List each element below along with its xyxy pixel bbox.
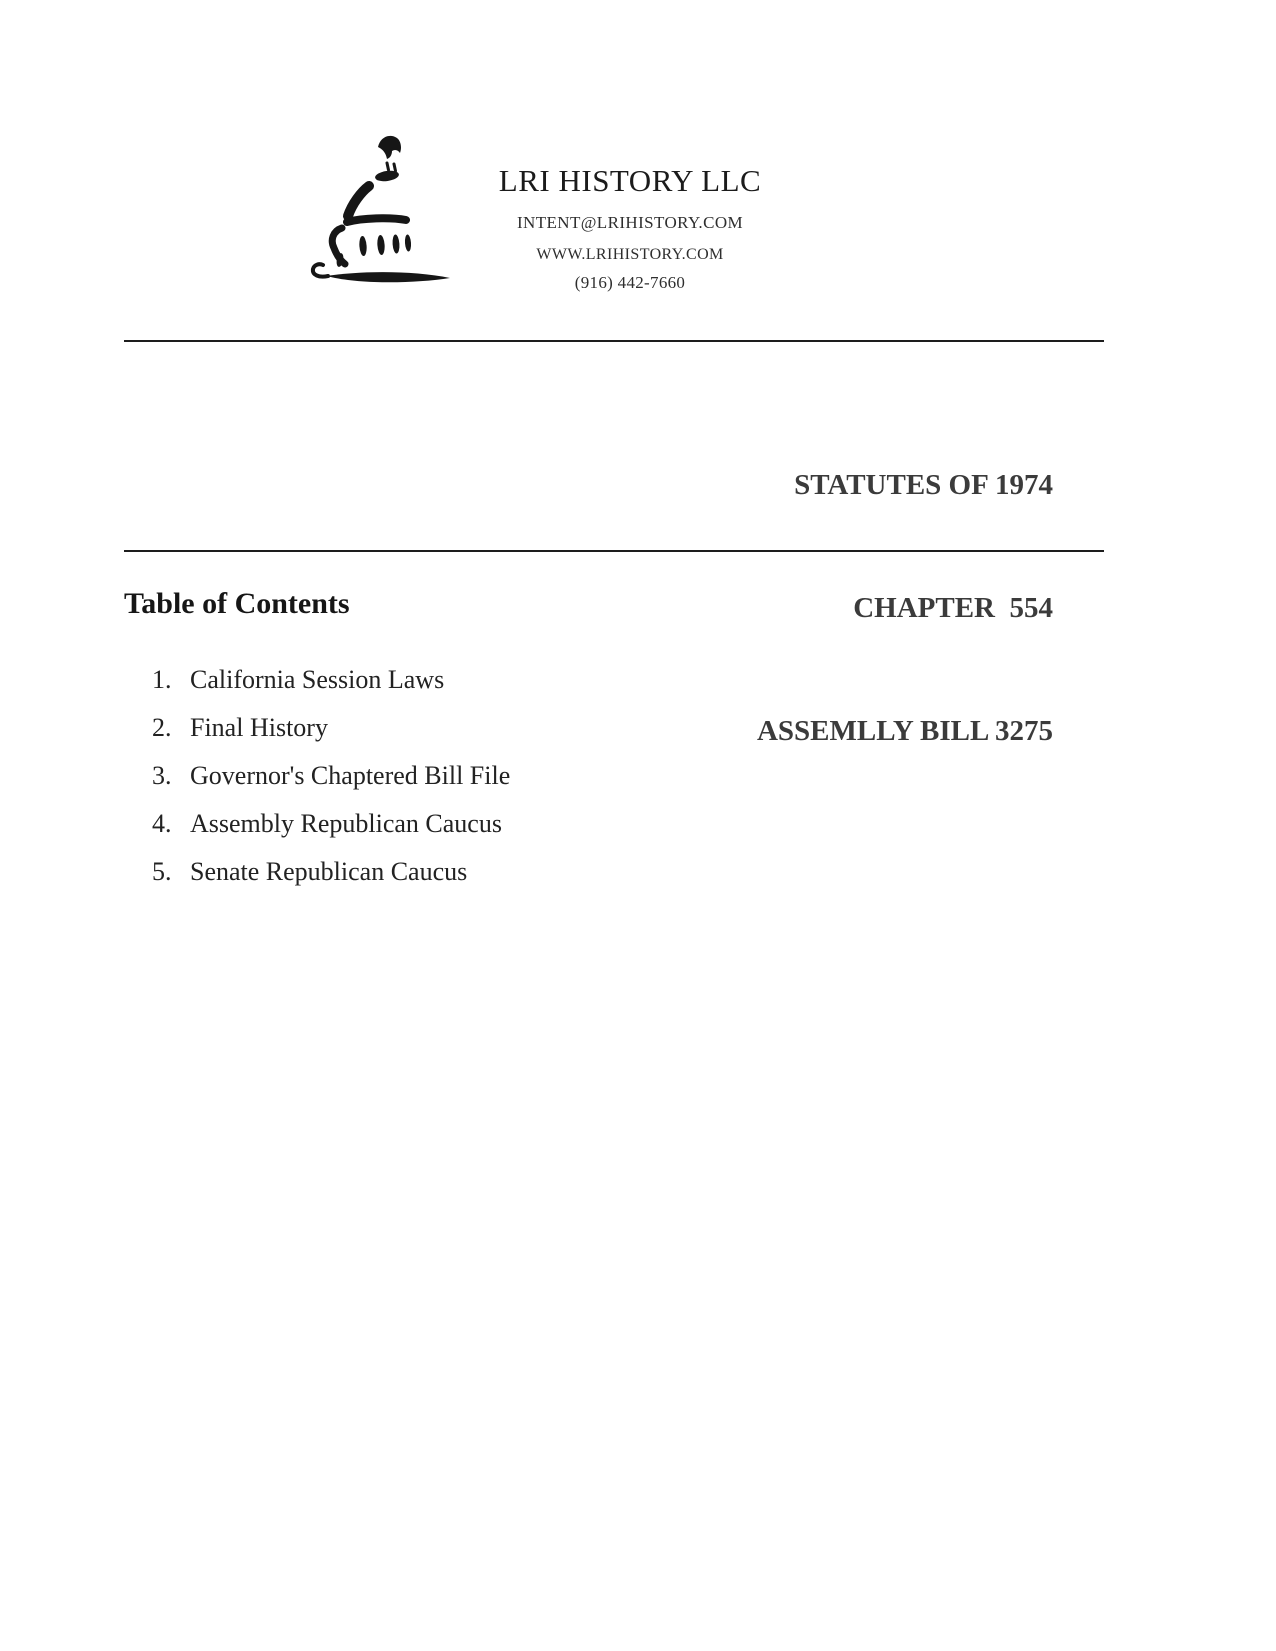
bill-line: ASSEMLLY BILL 3275 bbox=[756, 715, 1053, 747]
statute-reference bbox=[757, 383, 1053, 834]
toc-item bbox=[152, 752, 510, 800]
toc-item-number: 3. bbox=[152, 761, 172, 790]
toc-item-label: California Session Laws bbox=[190, 665, 445, 694]
toc-item bbox=[152, 656, 510, 704]
toc-item bbox=[152, 800, 510, 848]
company-phone: (916) 442-7660 bbox=[574, 273, 686, 292]
toc-item-label: Governor's Chaptered Bill File bbox=[190, 761, 511, 790]
toc-item-number: 5. bbox=[152, 857, 172, 886]
toc-item-number: 4. bbox=[152, 809, 172, 838]
toc-item-number: 2. bbox=[152, 713, 172, 742]
company-email: INTENT@LRIHISTORY.COM bbox=[516, 213, 744, 232]
company-website: WWW.LRIHISTORY.COM bbox=[536, 246, 724, 263]
toc-item-label: Final History bbox=[190, 713, 328, 742]
divider-top bbox=[124, 340, 1104, 342]
toc-item-label: Assembly Republican Caucus bbox=[190, 809, 502, 838]
company-name: LRI HISTORY LLC bbox=[498, 163, 762, 198]
toc-item bbox=[152, 704, 510, 752]
toc-title: Table of Contents bbox=[124, 587, 350, 620]
toc-item-label: Senate Republican Caucus bbox=[190, 857, 468, 886]
chapter-line: CHAPTER 554 bbox=[853, 592, 1053, 624]
toc-item-number: 1. bbox=[152, 665, 172, 694]
statutes-line: STATUTES OF 1974 bbox=[794, 469, 1053, 501]
toc-item bbox=[152, 848, 510, 896]
letterhead bbox=[430, 0, 830, 310]
toc-list bbox=[152, 656, 510, 896]
